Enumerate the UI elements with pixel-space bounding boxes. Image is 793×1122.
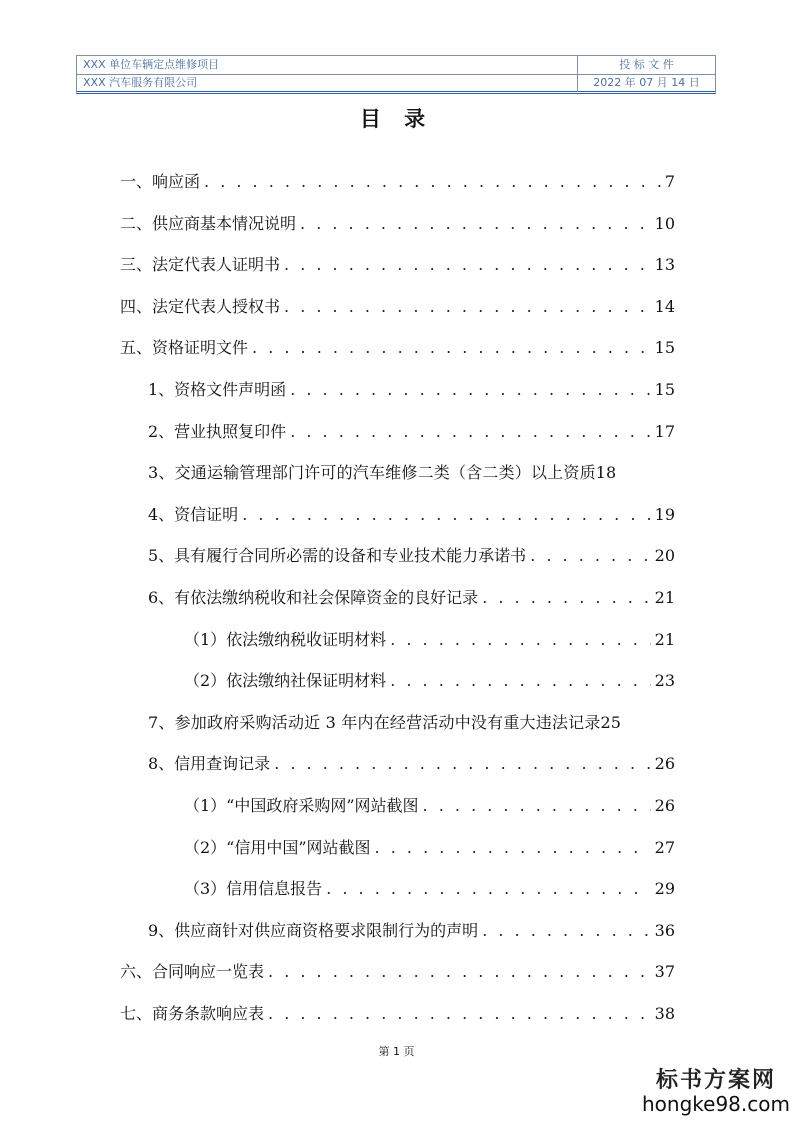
toc-leader-dots [242, 503, 650, 527]
doc-type: 投 标 文 件 [577, 56, 715, 74]
toc-entry-page: 21 [654, 588, 675, 607]
toc-entry-page: 20 [654, 546, 675, 566]
toc-leader-dots [284, 253, 651, 277]
toc-entry-label: （1）“中国政府采购网”网站截图 [184, 796, 419, 815]
toc-entry[interactable] [148, 586, 675, 610]
toc-entry-label: 4、资信证明 [148, 504, 239, 524]
toc-entry-page: 36 [654, 920, 675, 940]
toc-entry[interactable] [184, 877, 675, 901]
toc-leader-dots [204, 170, 661, 194]
toc-entry-label: 1、资格文件声明函 [148, 380, 287, 399]
toc-entry-label: （2）“信用中国”网站截图 [184, 837, 371, 857]
toc-entry-page: 18 [595, 463, 617, 483]
toc-entry-page: 29 [654, 879, 675, 899]
toc-entry[interactable] [148, 752, 675, 776]
toc-leader-dots [482, 586, 650, 610]
toc-entry-page: 19 [654, 504, 675, 524]
toc-leader-dots [268, 1002, 651, 1026]
doc-date: 2022 年 07 月 14 日 [577, 74, 715, 92]
toc-entry-page: 23 [654, 671, 675, 691]
toc-entry-page: 17 [654, 421, 675, 441]
toc-entry-label: （1）依法缴纳税收证明材料 [184, 629, 387, 649]
watermark-cn: 标书方案网 [655, 1067, 776, 1093]
toc-leader-dots [274, 752, 650, 776]
toc-entry-page: 27 [654, 837, 675, 857]
toc-leader-dots [252, 336, 651, 360]
toc-leader-dots [482, 919, 650, 943]
toc-leader-dots [326, 877, 650, 901]
toc-entry-label: 5、具有履行合同所必需的设备和专业技术能力承诺书 [148, 546, 527, 566]
toc-leader-dots [530, 544, 650, 568]
toc-entry-page: 26 [654, 796, 675, 815]
toc-entry-label: 三、法定代表人证明书 [120, 255, 281, 275]
toc-entry-label: （3）信用信息报告 [184, 879, 323, 899]
toc-entry[interactable] [184, 669, 675, 693]
watermark-url: hongke98.com [642, 1092, 790, 1116]
toc-entry-page: 37 [654, 962, 675, 982]
toc-entry[interactable] [148, 420, 675, 444]
toc-entry-label: 8、信用查询记录 [148, 754, 271, 774]
company-name: XXX 汽车服务有限公司 [83, 76, 198, 89]
toc-leader-dots [284, 295, 651, 319]
toc-entry[interactable] [148, 378, 675, 402]
toc-entry[interactable] [120, 960, 675, 984]
watermark-logo [641, 1063, 791, 1116]
toc-entry-label: 七、商务条款响应表 [120, 1004, 265, 1023]
toc-entry-label: 一、响应函 [120, 172, 201, 191]
toc-entry-page: 7 [664, 172, 675, 191]
toc-entry-page: 15 [654, 338, 675, 358]
toc-entry[interactable] [148, 919, 675, 943]
project-name: XXX 单位车辆定点维修项目 [83, 58, 220, 71]
toc-leader-dots [390, 669, 650, 693]
toc-entry-label: 7、参加政府采购活动近 3 年内在经营活动中没有重大违法记录 [148, 712, 601, 732]
toc-entry-label: 3、交通运输管理部门许可的汽车维修二类（含二类）以上资质 [148, 463, 596, 483]
toc-entry[interactable] [184, 628, 675, 652]
toc-leader-dots [290, 378, 650, 402]
toc-entry-label: 9、供应商针对供应商资格要求限制行为的声明 [148, 920, 479, 940]
page-number: 第 1 页 [378, 1045, 415, 1058]
toc-leader-dots [268, 960, 651, 984]
toc-entry-page: 26 [654, 754, 675, 774]
toc-entry-label: 二、供应商基本情况说明 [120, 213, 297, 233]
toc-entry[interactable] [120, 170, 675, 194]
toc-entry[interactable] [120, 1002, 675, 1026]
toc-entry-label: 四、法定代表人授权书 [120, 296, 281, 316]
toc-entry-page: 14 [654, 296, 675, 316]
toc-leader-dots [423, 794, 651, 818]
toc-entry-page: 15 [654, 380, 675, 399]
toc-entry-page: 25 [600, 712, 621, 732]
toc-entry-page: 10 [654, 213, 675, 233]
toc-entry[interactable] [184, 836, 675, 860]
toc-leader-dots [300, 212, 651, 236]
toc-entry[interactable] [120, 253, 675, 277]
toc-leader-dots [290, 420, 650, 444]
toc-entry-label: 6、有依法缴纳税收和社会保障资金的良好记录 [148, 588, 479, 607]
toc-entry-label: 六、合同响应一览表 [120, 962, 265, 982]
toc-entry[interactable] [120, 336, 675, 360]
toc-entry-page: 21 [654, 629, 675, 649]
toc-leader-dots [375, 836, 651, 860]
toc-entry[interactable] [120, 295, 675, 319]
toc-entry[interactable] [148, 461, 675, 485]
toc-entry-page: 38 [654, 1004, 675, 1023]
toc-entry-label: 2、营业执照复印件 [148, 421, 287, 441]
toc-entry-label: 五、资格证明文件 [120, 338, 249, 358]
toc-entry[interactable] [148, 503, 675, 527]
toc-entry[interactable] [120, 212, 675, 236]
toc-entry-label: （2）依法缴纳社保证明材料 [184, 671, 387, 691]
toc-entry-page: 13 [654, 255, 675, 275]
toc-entry[interactable] [148, 544, 675, 568]
toc-title: 目 录 [359, 107, 434, 131]
toc-leader-dots [390, 628, 650, 652]
toc-entry[interactable] [184, 794, 675, 818]
toc-entry[interactable] [148, 711, 675, 735]
